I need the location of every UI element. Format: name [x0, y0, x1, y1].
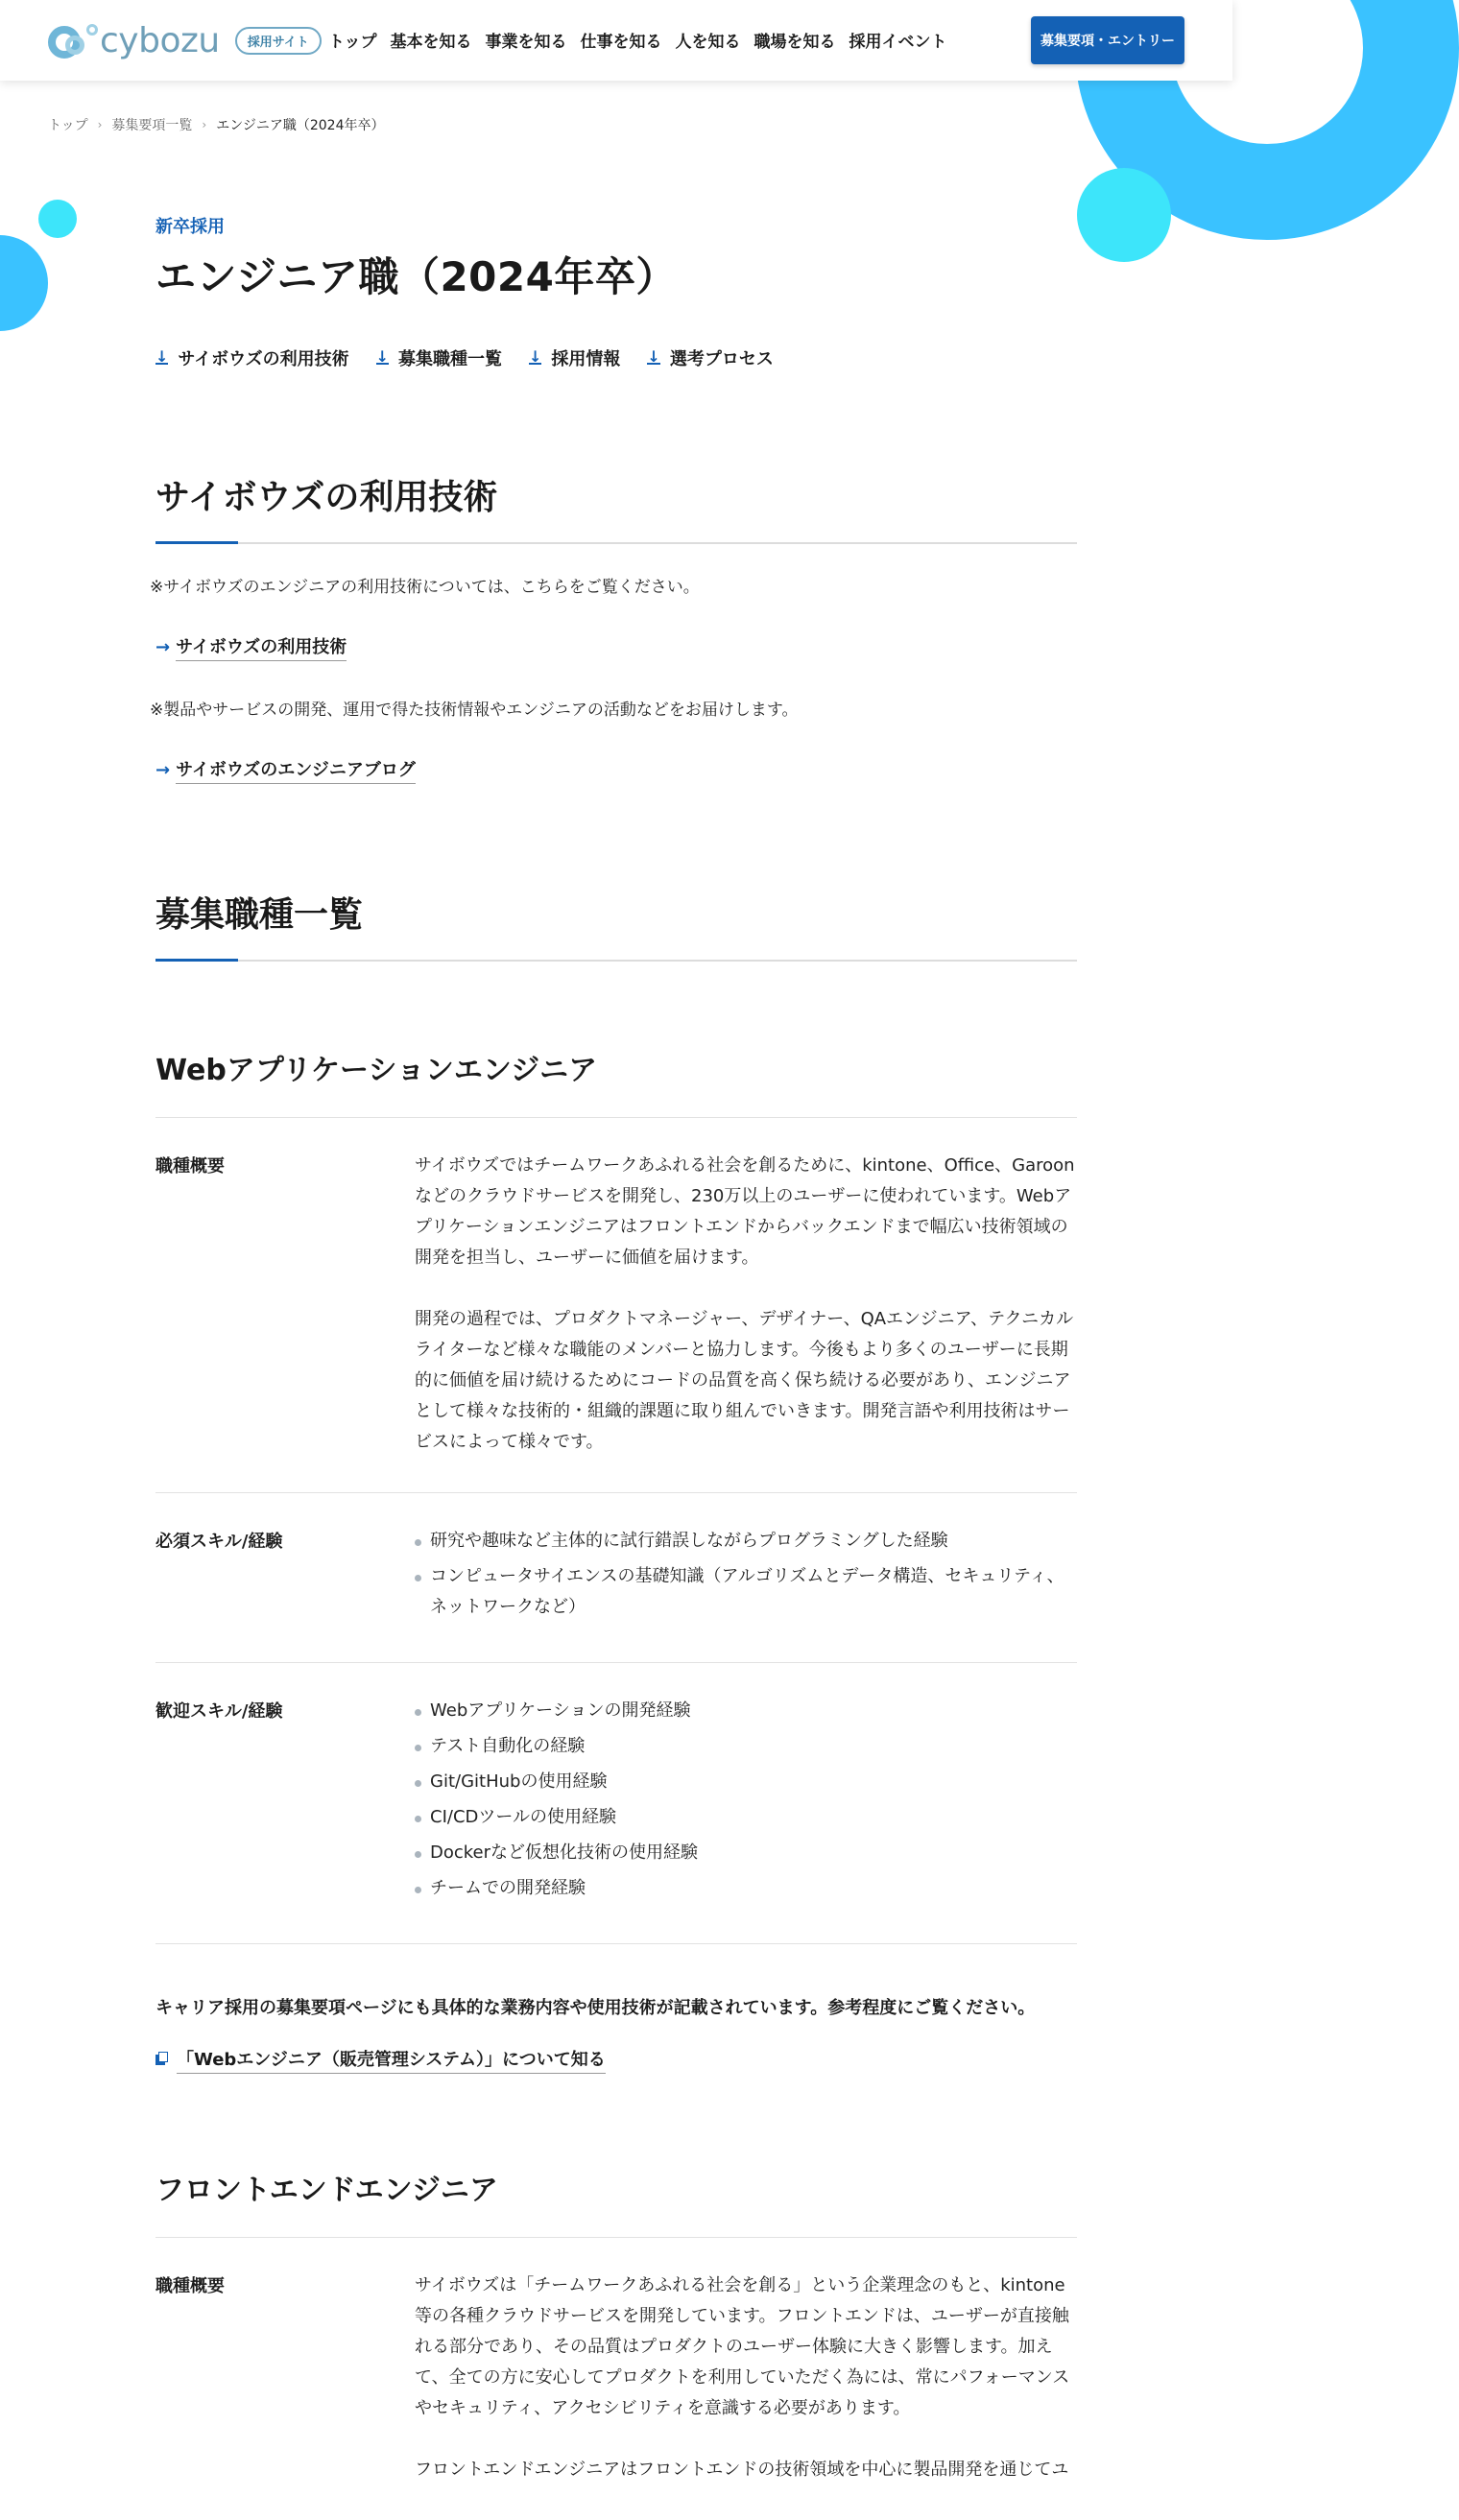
breadcrumb-top[interactable]: トップ: [48, 118, 88, 133]
career-note: キャリア採用の募集要項ページにも具体的な業務内容や使用技術が記載されています。参考程度にご覧ください。: [155, 1998, 1036, 2018]
nav-work[interactable]: 仕事を知る: [580, 33, 662, 52]
overview-paragraph: サイボウズではチームワークあふれる社会を創るために、kintone、Office、Garoonなどのクラウドサービスを開発し、230万以上のユーザーに使われています。Webアプリケーションエンジニアはフロントエンドからバックエンドまで幅広い技術領域の開発を担当し、ユーザーに価値を届けます。: [415, 1155, 1075, 1268]
tech-link-label: サイボウズの利用技術: [176, 633, 347, 661]
web-overview-row: [155, 1118, 1077, 1493]
overview-paragraph: フロントエンドエンジニアはフロントエンドの技術領域を中心に製品開発を通じてユ: [415, 2460, 1069, 2480]
site-header: [0, 0, 1232, 81]
frontend-overview-row: [155, 2238, 1077, 2520]
row-label: 歓迎スキル/経験: [155, 1701, 283, 1722]
anchor-label: サイボウズの利用技術: [178, 349, 349, 369]
career-link-label: 「Webエンジニア（販売管理システム）」について知る: [177, 2046, 606, 2074]
row-body: [415, 1696, 1077, 1909]
arrow-down-icon: ↓: [647, 347, 660, 366]
arrow-down-icon: ↓: [375, 347, 390, 366]
blog-link[interactable]: [155, 756, 1077, 784]
list-item: 研究や趣味など主体的に試行錯誤しながらプログラミングした経験: [415, 1526, 1077, 1557]
anchor-label: 募集職種一覧: [398, 349, 503, 369]
chevron-right-icon: ›: [202, 118, 207, 131]
recruit-site-badge: 採用サイト: [235, 27, 322, 55]
row-label: 職種概要: [155, 1156, 225, 1177]
tech-link[interactable]: [155, 633, 1077, 661]
chevron-right-icon: ›: [97, 118, 103, 131]
section-title-tech: サイボウズの利用技術: [155, 470, 1077, 544]
cybozu-logo[interactable]: [48, 21, 322, 60]
list-item: コンピュータサイエンスの基礎知識（アルゴリズムとデータ構造、セキュリティ、ネットワークなど）: [415, 1561, 1077, 1623]
arrow-right-icon: →: [155, 760, 171, 780]
tech-note: ※サイボウズのエンジニアの利用技術については、こちらをご覧ください。: [150, 578, 700, 597]
arrow-down-icon: ↓: [155, 347, 169, 366]
cybozu-logo-icon: [48, 22, 98, 60]
breadcrumb: [48, 115, 385, 134]
row-body: [415, 1526, 1077, 1628]
nav-business[interactable]: 事業を知る: [485, 33, 567, 52]
nav-basics[interactable]: 基本を知る: [390, 33, 472, 52]
list-item: Dockerなど仮想化技術の使用経験: [415, 1838, 1077, 1868]
anchor-jobs[interactable]: [376, 345, 502, 370]
nav-people[interactable]: 人を知る: [675, 33, 741, 52]
welcome-list: [415, 1696, 1077, 1904]
web-required-row: [155, 1493, 1077, 1663]
entry-button[interactable]: 募集要項・エントリー: [1031, 16, 1184, 64]
section-title-jobs: 募集職種一覧: [155, 888, 1077, 962]
career-link[interactable]: [155, 2046, 1077, 2074]
list-item: Git/GitHubの使用経験: [415, 1767, 1077, 1797]
anchor-process[interactable]: [647, 345, 773, 370]
overview-paragraph: 開発の過程では、プロダクトマネージャー、デザイナー、QAエンジニア、テクニカルライターなど様々な職能のメンバーと協力します。今後もより多くのユーザーに長期的に価値を届け続けるためにコードの品質を高く保ち続ける必要があり、エンジニアとして様々な技術的・組織的課題に取り組んでいきます。開発言語や利用技術はサービスによって様々です。: [415, 1309, 1074, 1452]
anchor-links: [155, 345, 1077, 370]
anchor-recruit-info[interactable]: [529, 345, 620, 370]
required-list: [415, 1526, 1077, 1623]
global-nav: [328, 28, 947, 52]
arrow-down-icon: ↓: [529, 347, 542, 366]
list-item: CI/CDツールの使用経験: [415, 1802, 1077, 1833]
overview-paragraph: サイボウズは「チームワークあふれる社会を創る」という企業理念のもと、kintone等の各種クラウドサービスを開発しています。フロントエンドは、ユーザーが直接触れる部分であり、その品質はプロダクトのユーザー体験に大きく影響します。加えて、全ての方に安心してプロダクトを利用していただく為には、常にパフォーマンスやセキュリティ、アクセシビリティを意識する必要があります。: [415, 2275, 1070, 2418]
nav-workplace[interactable]: 職場を知る: [753, 33, 836, 52]
blog-note: ※製品やサービスの開発、運用で得た技術情報やエンジニアの活動などをお届けします。: [150, 701, 799, 720]
row-body: [415, 2270, 1077, 2485]
decorative-circle: [0, 235, 48, 331]
job-title-frontend: フロントエンドエンジニア: [155, 2166, 1077, 2238]
decorative-circle: [38, 200, 77, 238]
list-item: テスト自動化の経験: [415, 1731, 1077, 1762]
list-item: Webアプリケーションの開発経験: [415, 1696, 1077, 1726]
job-title-web: Webアプリケーションエンジニア: [155, 1046, 1077, 1118]
anchor-label: 採用情報: [551, 349, 621, 369]
breadcrumb-jobs[interactable]: 募集要項一覧: [111, 118, 193, 133]
nav-top[interactable]: トップ: [328, 33, 377, 52]
list-item: チームでの開発経験: [415, 1873, 1077, 1904]
row-label: 必須スキル/経験: [155, 1532, 283, 1552]
arrow-right-icon: →: [155, 637, 171, 657]
nav-events[interactable]: 採用イベント: [849, 33, 947, 52]
row-label: 職種概要: [155, 2276, 225, 2296]
row-body: [415, 1151, 1077, 1458]
blog-link-label: サイボウズのエンジニアブログ: [176, 756, 416, 784]
web-welcome-row: [155, 1663, 1077, 1944]
breadcrumb-current: エンジニア職（2024年卒）: [216, 118, 385, 133]
logo-text: cybozu: [100, 21, 220, 60]
page-category: 新卒採用: [155, 217, 225, 237]
main-content: [150, 213, 1077, 2520]
page-title: エンジニア職（2024年卒）: [155, 253, 677, 300]
decorative-circle: [1077, 168, 1171, 262]
anchor-label: 選考プロセス: [669, 349, 774, 369]
anchor-tech[interactable]: [155, 345, 349, 370]
document-icon: [155, 2055, 165, 2065]
